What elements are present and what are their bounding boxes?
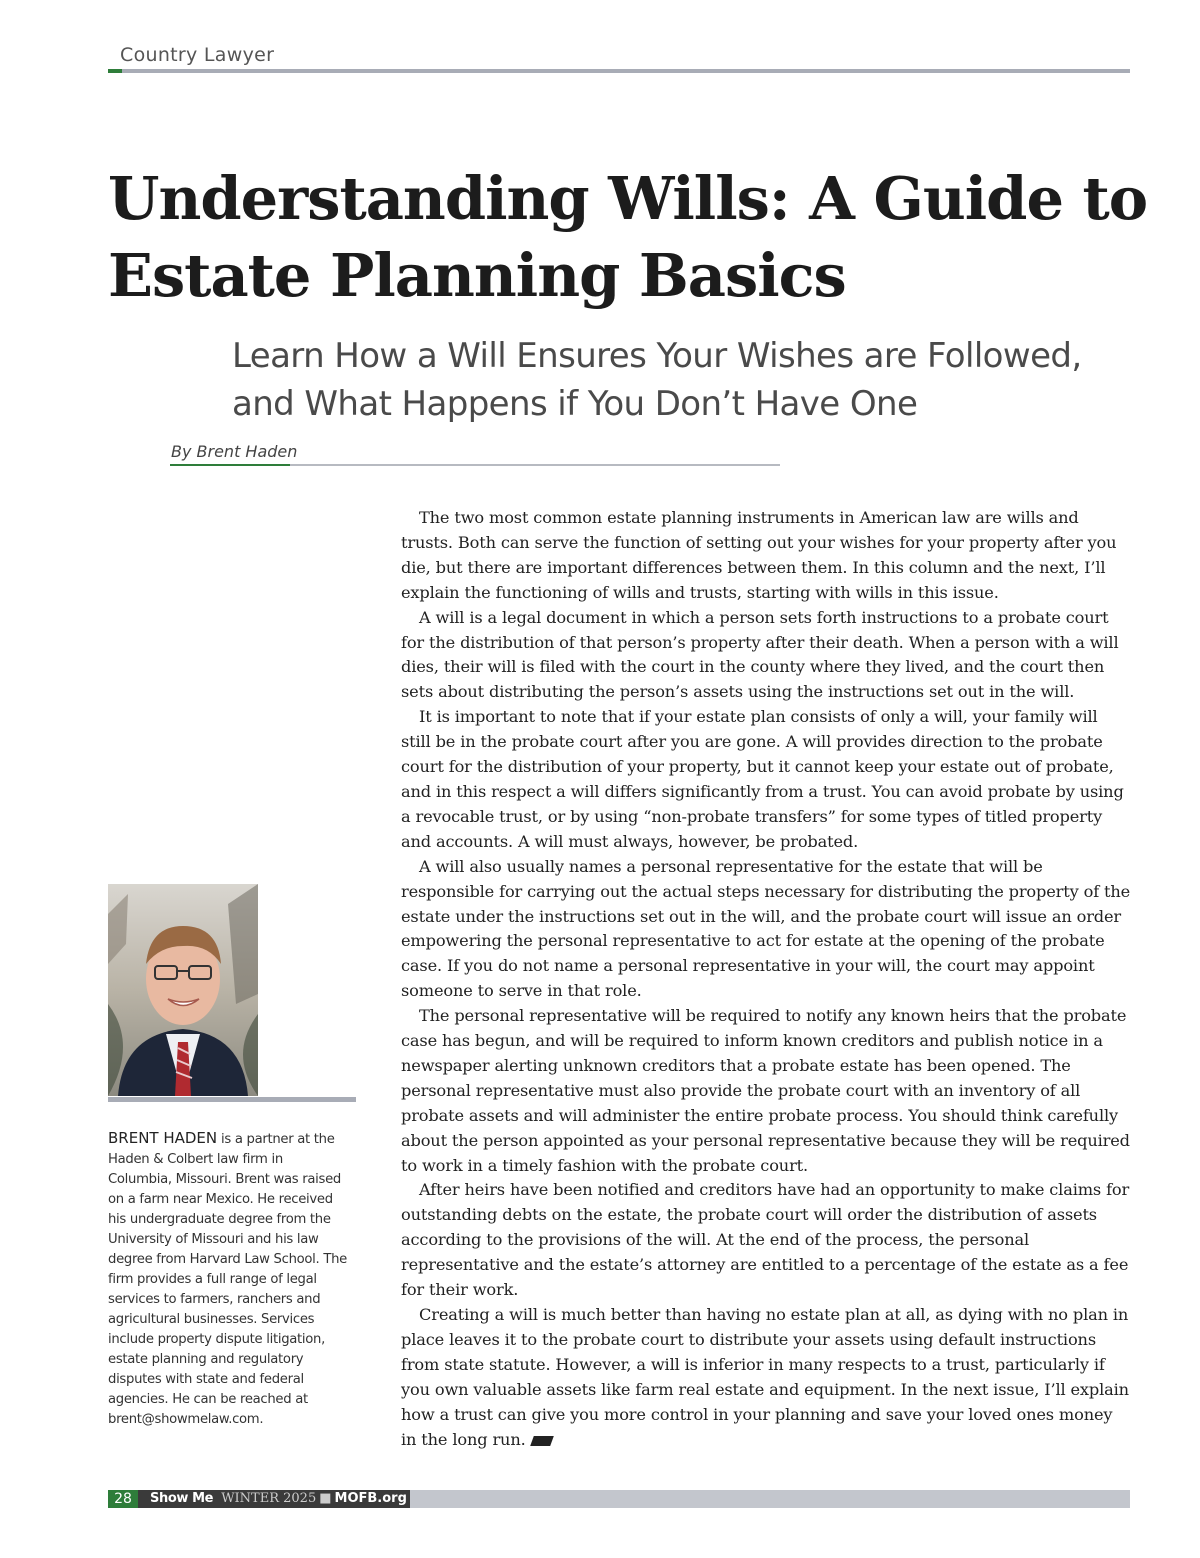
footer-site: MOFB.org	[334, 1491, 407, 1506]
article-paragraph: The two most common estate planning instruments in American law are wills and trusts. Both can serve the function of setting out your wishes for your property after you die, but there are important differences between them. In this column and the next, I’ll explain the functioning of wills and trusts, starting with wills in this issue.	[401, 508, 1117, 602]
section-label: Country Lawyer	[120, 44, 275, 66]
article-paragraph: It is important to note that if your estate plan consists of only a will, your family will still be in the probate court after you are gone. A will provides direction to the probate court for the distribution of your property, but it cannot keep your estate out of probate, and in this respect a will differs significantly from a trust. You can avoid probate by using a revocable trust, or by using “non-probate transfers” for some types of titled property and accounts. A will must always, however, be probated.	[401, 707, 1124, 851]
article-body	[401, 506, 1131, 1452]
article-paragraph-text: Creating a will is much better than having no estate plan at all, as dying with no plan in place leaves it to the probate court to distribute your assets using default instructions from state statute. However, a will is inferior in many respects to a trust, particularly if you own valuable assets like farm real estate and equipment. In the next issue, I’ll explain how a trust can give you more control in your planning and save your loved ones money in the long run.	[401, 1305, 1129, 1449]
header-rule	[108, 69, 1130, 73]
end-mark-icon	[530, 1436, 554, 1446]
byline-rule-accent	[170, 464, 290, 466]
photo-rule	[108, 1097, 356, 1102]
footer-issue: WINTER 2025	[221, 1491, 317, 1506]
footer-brand: Show Me	[150, 1491, 214, 1506]
article-paragraph: After heirs have been notified and creditors have had an opportunity to make claims for outstanding debts on the estate, the probate court will order the distribution of assets according to the provisions of the will. At the end of the process, the personal representative and the estate’s attorney are entitled to a percentage of the estate as a fee for their work.	[401, 1180, 1130, 1300]
article-paragraph-last	[401, 1303, 1131, 1452]
article-title: Understanding Wills: A Guide to Estate Planning Basics	[108, 164, 1148, 310]
page-number: 28	[108, 1490, 138, 1508]
bio-author-name: BRENT HADEN	[108, 1129, 218, 1147]
bio-text: is a partner at the Haden & Colbert law firm in Columbia, Missouri. Brent was raised on a farm near Mexico. He received his undergraduate degree from the University of Missouri and his law degree from Harvard Law School. The firm provides a full range of legal services to farmers, ranchers and agricultural businesses. Services include property dispute litigation, estate planning and regulatory disputes with state and federal agencies. He can be reached at brent@showmelaw.com.	[108, 1132, 347, 1427]
article-subtitle: Learn How a Will Ensures Your Wishes are Followed, and What Happens if You Don’t Have One	[232, 336, 1082, 424]
header-rule-accent	[108, 69, 122, 73]
article-paragraph: A will is a legal document in which a person sets forth instructions to a probate court for the distribution of that person’s property after their death. When a person with a will dies, their will is filed with the court in the county where they lived, and the court then sets about distributing the person’s assets using the instructions set out in the will.	[401, 607, 1119, 702]
byline: By Brent Haden	[171, 442, 298, 461]
footer-text	[150, 1490, 407, 1508]
footer-separator: ■	[319, 1491, 332, 1506]
author-photo	[108, 884, 258, 1096]
article-paragraph: A will also usually names a personal representative for the estate that will be responsible for carrying out the actual steps necessary for distributing the property of the estate under the instructions set out in the will, and the probate court will issue an order empowering the personal representative to act for estate at the opening of the probate case. If you do not name a personal representative in your will, the court may appoint someone to serve in that role.	[401, 856, 1131, 1001]
author-bio	[108, 1128, 348, 1430]
article-paragraph: The personal representative will be required to notify any known heirs that the probate case has begun, and will be required to inform known creditors and publish notice in a newspaper alerting unknown creditors that a probate estate has been opened. The personal representative must also provide the probate court with an inventory of all probate assets and will administer the entire probate process. You should think carefully about the person appointed as your personal representative because they will be required to work in a timely fashion with the probate court.	[401, 1006, 1130, 1175]
